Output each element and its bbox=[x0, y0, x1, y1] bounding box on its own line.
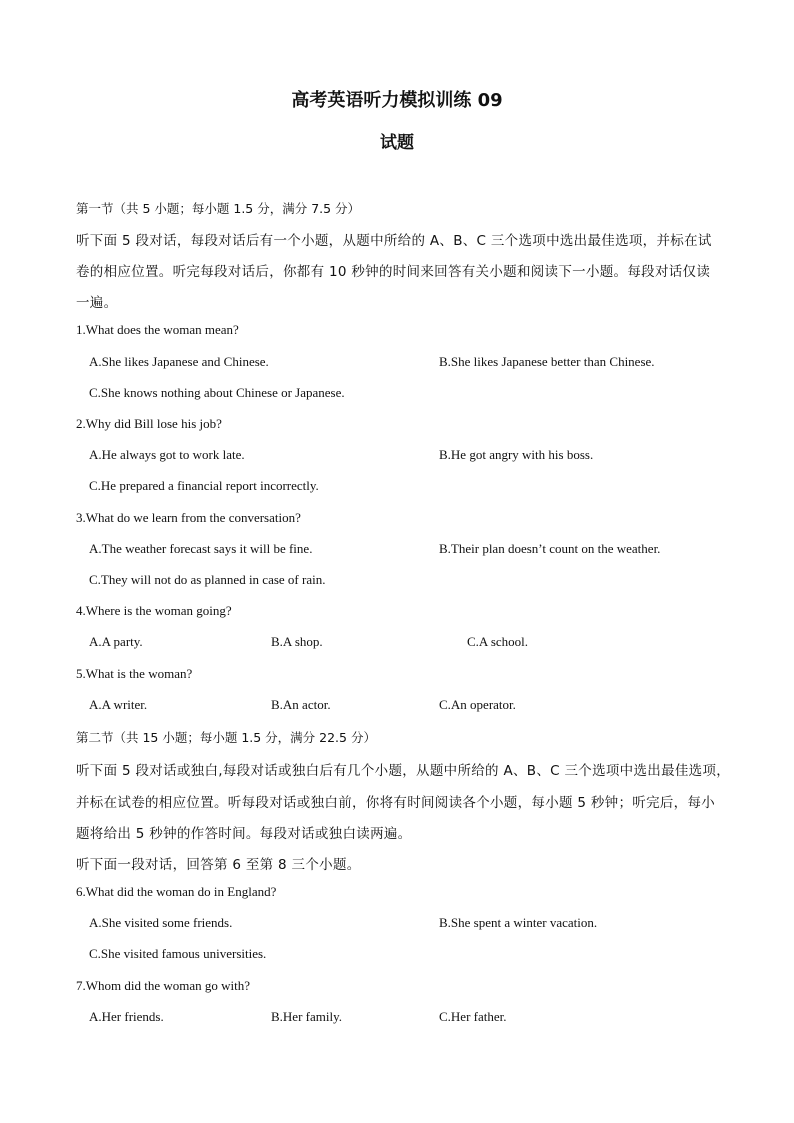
option-c: C.They will not do as planned in case of rain. bbox=[89, 572, 326, 587]
option-a: A.Her friends. bbox=[89, 1009, 164, 1024]
option-b: B.A shop. bbox=[271, 634, 323, 649]
option-a: A.She visited some friends. bbox=[89, 915, 233, 930]
option-a: A.She likes Japanese and Chinese. bbox=[89, 354, 269, 369]
page-title: 高考英语听力模拟训练 09 bbox=[291, 90, 503, 111]
option-a: A.He always got to work late. bbox=[89, 447, 245, 462]
option-a: A.A party. bbox=[89, 634, 143, 649]
option-a: A.A writer. bbox=[89, 697, 148, 712]
question-stem: 3.What do we learn from the conversation? bbox=[76, 510, 301, 525]
section2-instruction-line: 并标在试卷的相应位置。听每段对话或独白前，你将有时间阅读各个小题，每小题 5 秒钟；听完后，每小 bbox=[76, 795, 716, 811]
question-stem: 4.Where is the woman going? bbox=[76, 603, 232, 618]
question-stem: 5.What is the woman? bbox=[76, 666, 193, 681]
option-c: C.A school. bbox=[467, 634, 529, 649]
option-b: B.Her family. bbox=[271, 1009, 342, 1024]
option-b: B.She spent a winter vacation. bbox=[439, 915, 598, 930]
section1-header: 第一节（共 5 小题；每小题 1.5 分，满分 7.5 分） bbox=[76, 201, 361, 216]
section1-instruction-line: 一遍。 bbox=[76, 295, 118, 311]
question-stem: 1.What does the woman mean? bbox=[76, 322, 239, 337]
option-c: C.She knows nothing about Chinese or Japanese. bbox=[89, 385, 345, 400]
section2-instruction-line: 听下面 5 段对话或独白,每段对话或独白后有几个小题，从题中所给的 A、B、C 三个选项中选出最佳选项， bbox=[76, 763, 731, 779]
option-b: B.Their plan doesn’t count on the weather. bbox=[439, 541, 661, 556]
option-b: B.An actor. bbox=[271, 697, 331, 712]
section1-instruction-line: 听下面 5 段对话，每段对话后有一个小题，从题中所给的 A、B、C 三个选项中选出最佳选项，并标在试 bbox=[76, 233, 712, 249]
group-note: 听下面一段对话，回答第 6 至第 8 三个小题。 bbox=[76, 857, 361, 873]
option-c: C.Her father. bbox=[439, 1009, 507, 1024]
option-c: C.He prepared a financial report incorrectly. bbox=[89, 478, 319, 493]
question-stem: 7.Whom did the woman go with? bbox=[76, 978, 251, 993]
option-b: B.He got angry with his boss. bbox=[439, 447, 594, 462]
option-b: B.She likes Japanese better than Chinese. bbox=[439, 354, 655, 369]
option-a: A.The weather forecast says it will be fine. bbox=[89, 541, 313, 556]
section1-instruction-line: 卷的相应位置。听完每段对话后，你都有 10 秒钟的时间来回答有关小题和阅读下一小题。每段对话仅读 bbox=[76, 264, 711, 280]
option-c: C.An operator. bbox=[439, 697, 516, 712]
question-stem: 2.Why did Bill lose his job? bbox=[76, 416, 222, 431]
page-subtitle: 试题 bbox=[380, 133, 414, 153]
question-stem: 6.What did the woman do in England? bbox=[76, 884, 277, 899]
section2-header: 第二节（共 15 小题；每小题 1.5 分，满分 22.5 分） bbox=[76, 730, 376, 745]
option-c: C.She visited famous universities. bbox=[89, 946, 267, 961]
section2-instruction-line: 题将给出 5 秒钟的作答时间。每段对话或独白读两遍。 bbox=[76, 826, 412, 842]
